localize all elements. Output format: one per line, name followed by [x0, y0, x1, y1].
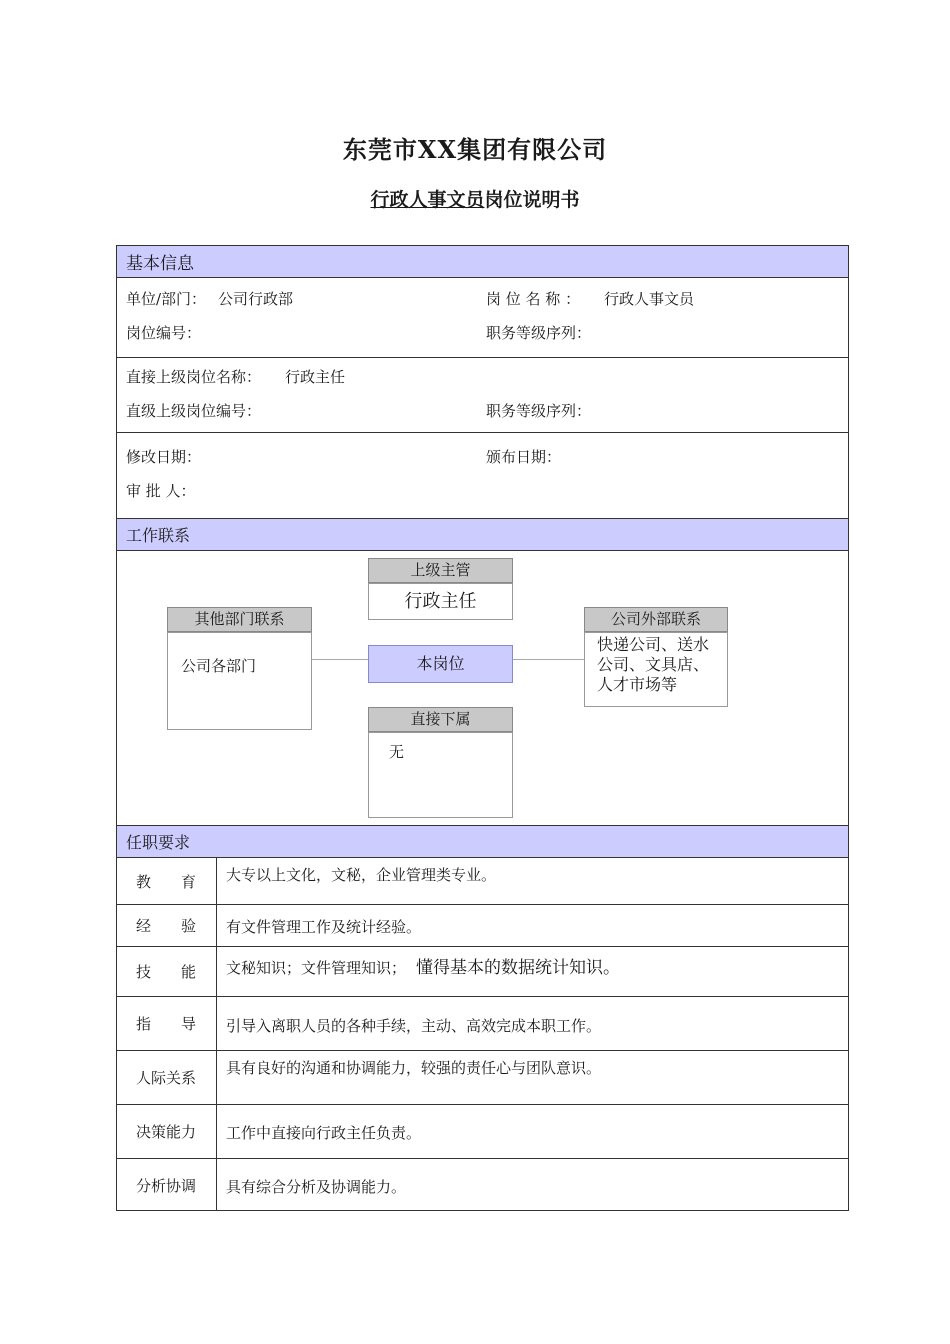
requirement-label: 决策能力 — [116, 1105, 217, 1158]
other-dept-value: 公司各部门 — [181, 657, 257, 675]
external-box-header: 公司外部联系 — [584, 607, 728, 632]
requirement-label: 分析协调 — [116, 1159, 217, 1211]
section-basic-info: 基本信息 — [116, 245, 849, 278]
section-work-relations: 工作联系 — [116, 518, 849, 551]
position-no-label: 岗位编号： — [126, 324, 202, 342]
other-dept-box-header: 其他部门联系 — [167, 607, 312, 632]
requirement-text: 具有良好的沟通和协调能力，较强的责任心与团队意识。 — [226, 1059, 602, 1077]
divider — [116, 357, 849, 358]
external-value-line: 快递公司、送水 — [597, 635, 710, 654]
requirement-label: 教 育 — [116, 858, 217, 904]
requirement-row-skills — [116, 946, 849, 996]
requirement-text: 大专以上文化，文秘，企业管理类专业。 — [226, 866, 497, 884]
superior-no-label: 直级上级岗位编号： — [126, 402, 262, 420]
section-requirements: 任职要求 — [116, 825, 849, 858]
requirement-text: 文秘知识；文件管理知识； — [226, 959, 407, 977]
other-dept-box — [167, 632, 312, 730]
requirement-row-interpersonal — [116, 1050, 849, 1104]
requirement-text-skills — [226, 953, 620, 978]
grade-label: 职务等级序列： — [486, 324, 592, 342]
superior-name-label: 直接上级岗位名称： — [126, 368, 262, 386]
company-title: 东莞市XX集团有限公司 — [342, 135, 608, 164]
superior-box-header: 上级主管 — [368, 558, 513, 583]
connector-line — [311, 659, 369, 660]
grade-label-2: 职务等级序列： — [486, 402, 592, 420]
requirement-row-decision — [116, 1104, 849, 1158]
requirement-text-emphasis: 懂得基本的数据统计知识。 — [416, 958, 621, 978]
requirement-label: 指 导 — [116, 997, 217, 1050]
external-value-line: 人才市场等 — [597, 675, 678, 694]
external-value-line: 公司、文具店、 — [597, 655, 710, 674]
superior-box: 行政主任 — [368, 583, 513, 620]
unit-label: 单位/部门： — [126, 290, 207, 308]
requirement-label: 人际关系 — [116, 1051, 217, 1104]
requirement-row-analysis — [116, 1158, 849, 1211]
requirement-text: 引导入离职人员的各种手续，主动、高效完成本职工作。 — [226, 1017, 602, 1035]
document-title-suffix: 岗位说明书 — [484, 189, 580, 211]
subordinate-value: 无 — [389, 743, 405, 761]
document-title-position: 行政人事文员 — [370, 189, 485, 211]
requirement-row-experience — [116, 904, 849, 946]
external-box — [584, 632, 728, 707]
requirement-text: 有文件管理工作及统计经验。 — [226, 918, 422, 936]
position-name-value: 行政人事文员 — [604, 290, 695, 308]
self-position-box: 本岗位 — [368, 645, 513, 683]
approver-label: 审 批 人： — [126, 482, 196, 500]
document-title — [0, 185, 950, 212]
requirement-row-guidance — [116, 996, 849, 1050]
publish-date-label: 颁布日期： — [486, 448, 562, 466]
position-name-label: 岗 位 名 称 ： — [486, 290, 581, 308]
subordinate-box — [368, 732, 513, 818]
subordinate-box-header: 直接下属 — [368, 707, 513, 732]
divider — [116, 432, 849, 433]
requirement-label: 经 验 — [116, 905, 217, 946]
superior-name-value: 行政主任 — [285, 368, 346, 386]
connector-line — [512, 659, 584, 660]
unit-value: 公司行政部 — [218, 290, 294, 308]
requirement-label: 技 能 — [116, 947, 217, 996]
modify-date-label: 修改日期： — [126, 448, 202, 466]
requirement-text: 具有综合分析及协调能力。 — [226, 1178, 407, 1196]
requirement-row-education — [116, 857, 849, 904]
requirement-text: 工作中直接向行政主任负责。 — [226, 1124, 422, 1142]
